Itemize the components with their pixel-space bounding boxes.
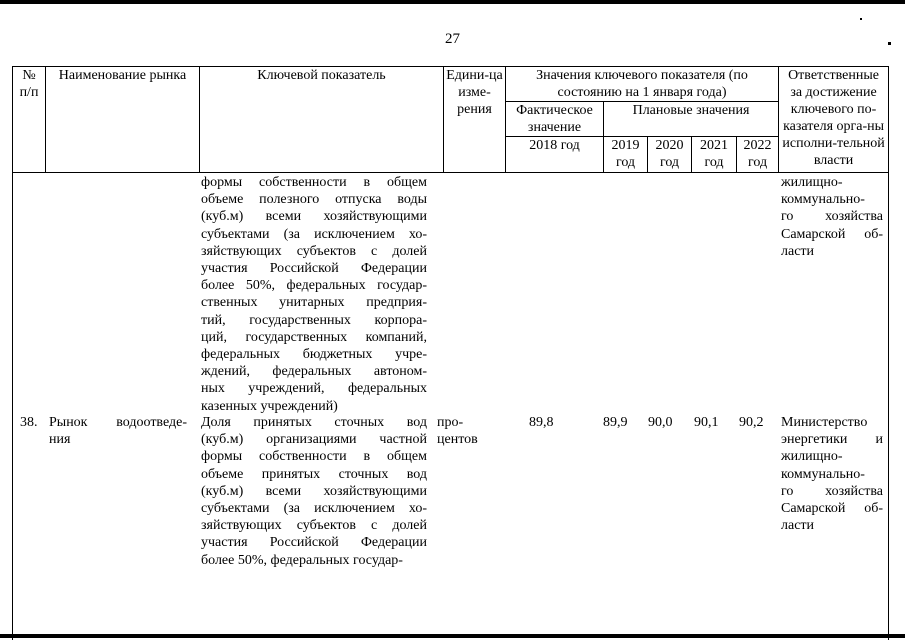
- header-values: Значения ключевого показателя (по состоянию на 1 января года): [506, 67, 779, 102]
- text-line: (куб.м) организациями частной: [201, 432, 427, 448]
- row-number: 38.: [20, 415, 38, 430]
- header-year-2021: 2021 год: [692, 137, 737, 173]
- text-line: ных учреждений, федеральных: [201, 381, 427, 397]
- text-line: ния: [49, 432, 71, 448]
- text-line: более 50%, федеральных государ-: [201, 278, 427, 294]
- text-line: жилищно-: [781, 175, 843, 190]
- continued-indicator-text: [201, 174, 427, 415]
- text-line: зяйствующих субъектов с долей: [201, 243, 427, 259]
- value-2018: 89,8: [529, 415, 554, 430]
- text-line: объеме полезного отпуска воды: [201, 192, 427, 208]
- text-line: участия Российской Федерации: [201, 535, 427, 551]
- text-line: ственных унитарных предприя-: [201, 295, 427, 311]
- header-actual: Фактическое значение: [506, 102, 604, 137]
- text-line: Самарской об-: [781, 501, 883, 517]
- header-year-2018: 2018 год: [506, 137, 604, 173]
- value-2022: 90,2: [739, 415, 764, 430]
- page-number: 27: [445, 31, 460, 47]
- text-line: (куб.м) всеми хозяйствующими: [201, 483, 427, 499]
- text-line: объеме принятых сточных вод: [201, 466, 427, 482]
- text-line: зяйствующих субъектов с долей: [201, 518, 427, 534]
- header-year-2022: 2022 год: [737, 137, 779, 173]
- text-line: Доля принятых сточных вод: [201, 415, 427, 430]
- text-line: федеральных бюджетных учре-: [201, 347, 427, 363]
- column-line: [12, 172, 13, 640]
- text-line: более 50%, федеральных государ-: [201, 552, 403, 568]
- text-line: казенных учреждений): [201, 398, 338, 414]
- text-line: про-: [437, 415, 464, 430]
- column-line: [888, 172, 889, 640]
- text-line: Самарской об-: [781, 226, 883, 242]
- text-line: центов: [437, 432, 478, 448]
- text-line: тий, государственных корпора-: [201, 312, 427, 328]
- text-line: коммунально-: [781, 192, 865, 208]
- text-line: жилищно-: [781, 449, 843, 465]
- text-line: ласти: [781, 518, 815, 534]
- value-2021: 90,1: [694, 415, 719, 430]
- header-year-2019: 2019 год: [604, 137, 648, 173]
- text-line: ций, государственных компаний,: [201, 329, 427, 345]
- indicator-text: [201, 414, 427, 569]
- scan-speck: [860, 18, 862, 20]
- text-line: субъектами (за исключением хо-: [201, 226, 427, 242]
- table-header: [12, 66, 889, 173]
- text-line: (куб.м) всеми хозяйствующими: [201, 209, 427, 225]
- value-2020: 90,0: [648, 415, 673, 430]
- header-unit: Едини-ца изме-рения: [444, 67, 506, 173]
- header-year-2020: 2020 год: [648, 137, 692, 173]
- text-line: ждений, федеральных автоном-: [201, 364, 427, 380]
- header-market: Наименование рынка: [46, 67, 200, 173]
- text-line: энергетики и: [781, 432, 883, 448]
- value-2019: 89,9: [603, 415, 628, 430]
- continued-responsible-text: [781, 174, 883, 260]
- text-line: формы собственности в общем: [201, 175, 427, 190]
- header-indicator: Ключевой показатель: [200, 67, 444, 173]
- unit-text: [437, 414, 497, 448]
- text-line: участия Российской Федерации: [201, 261, 427, 277]
- scan-border-bottom: [0, 634, 905, 638]
- text-line: коммунально-: [781, 466, 865, 482]
- market-name: [49, 414, 187, 448]
- responsible-text: [781, 414, 883, 534]
- header-responsible: Ответственные за достижение ключевого по-казателя орга-ны исполни-тельной власти: [779, 67, 889, 173]
- text-line: Рынок водоотведе-: [49, 415, 187, 430]
- text-line: ласти: [781, 243, 815, 259]
- text-line: Министерство: [781, 415, 868, 430]
- header-planned: Плановые значения: [604, 102, 779, 137]
- header-number: № п/п: [13, 67, 46, 173]
- text-line: формы собственности в общем: [201, 449, 427, 465]
- scan-border-top: [0, 0, 905, 4]
- text-line: субъектами (за исключением хо-: [201, 501, 427, 517]
- text-line: го хозяйства: [781, 483, 883, 499]
- text-line: го хозяйства: [781, 209, 883, 225]
